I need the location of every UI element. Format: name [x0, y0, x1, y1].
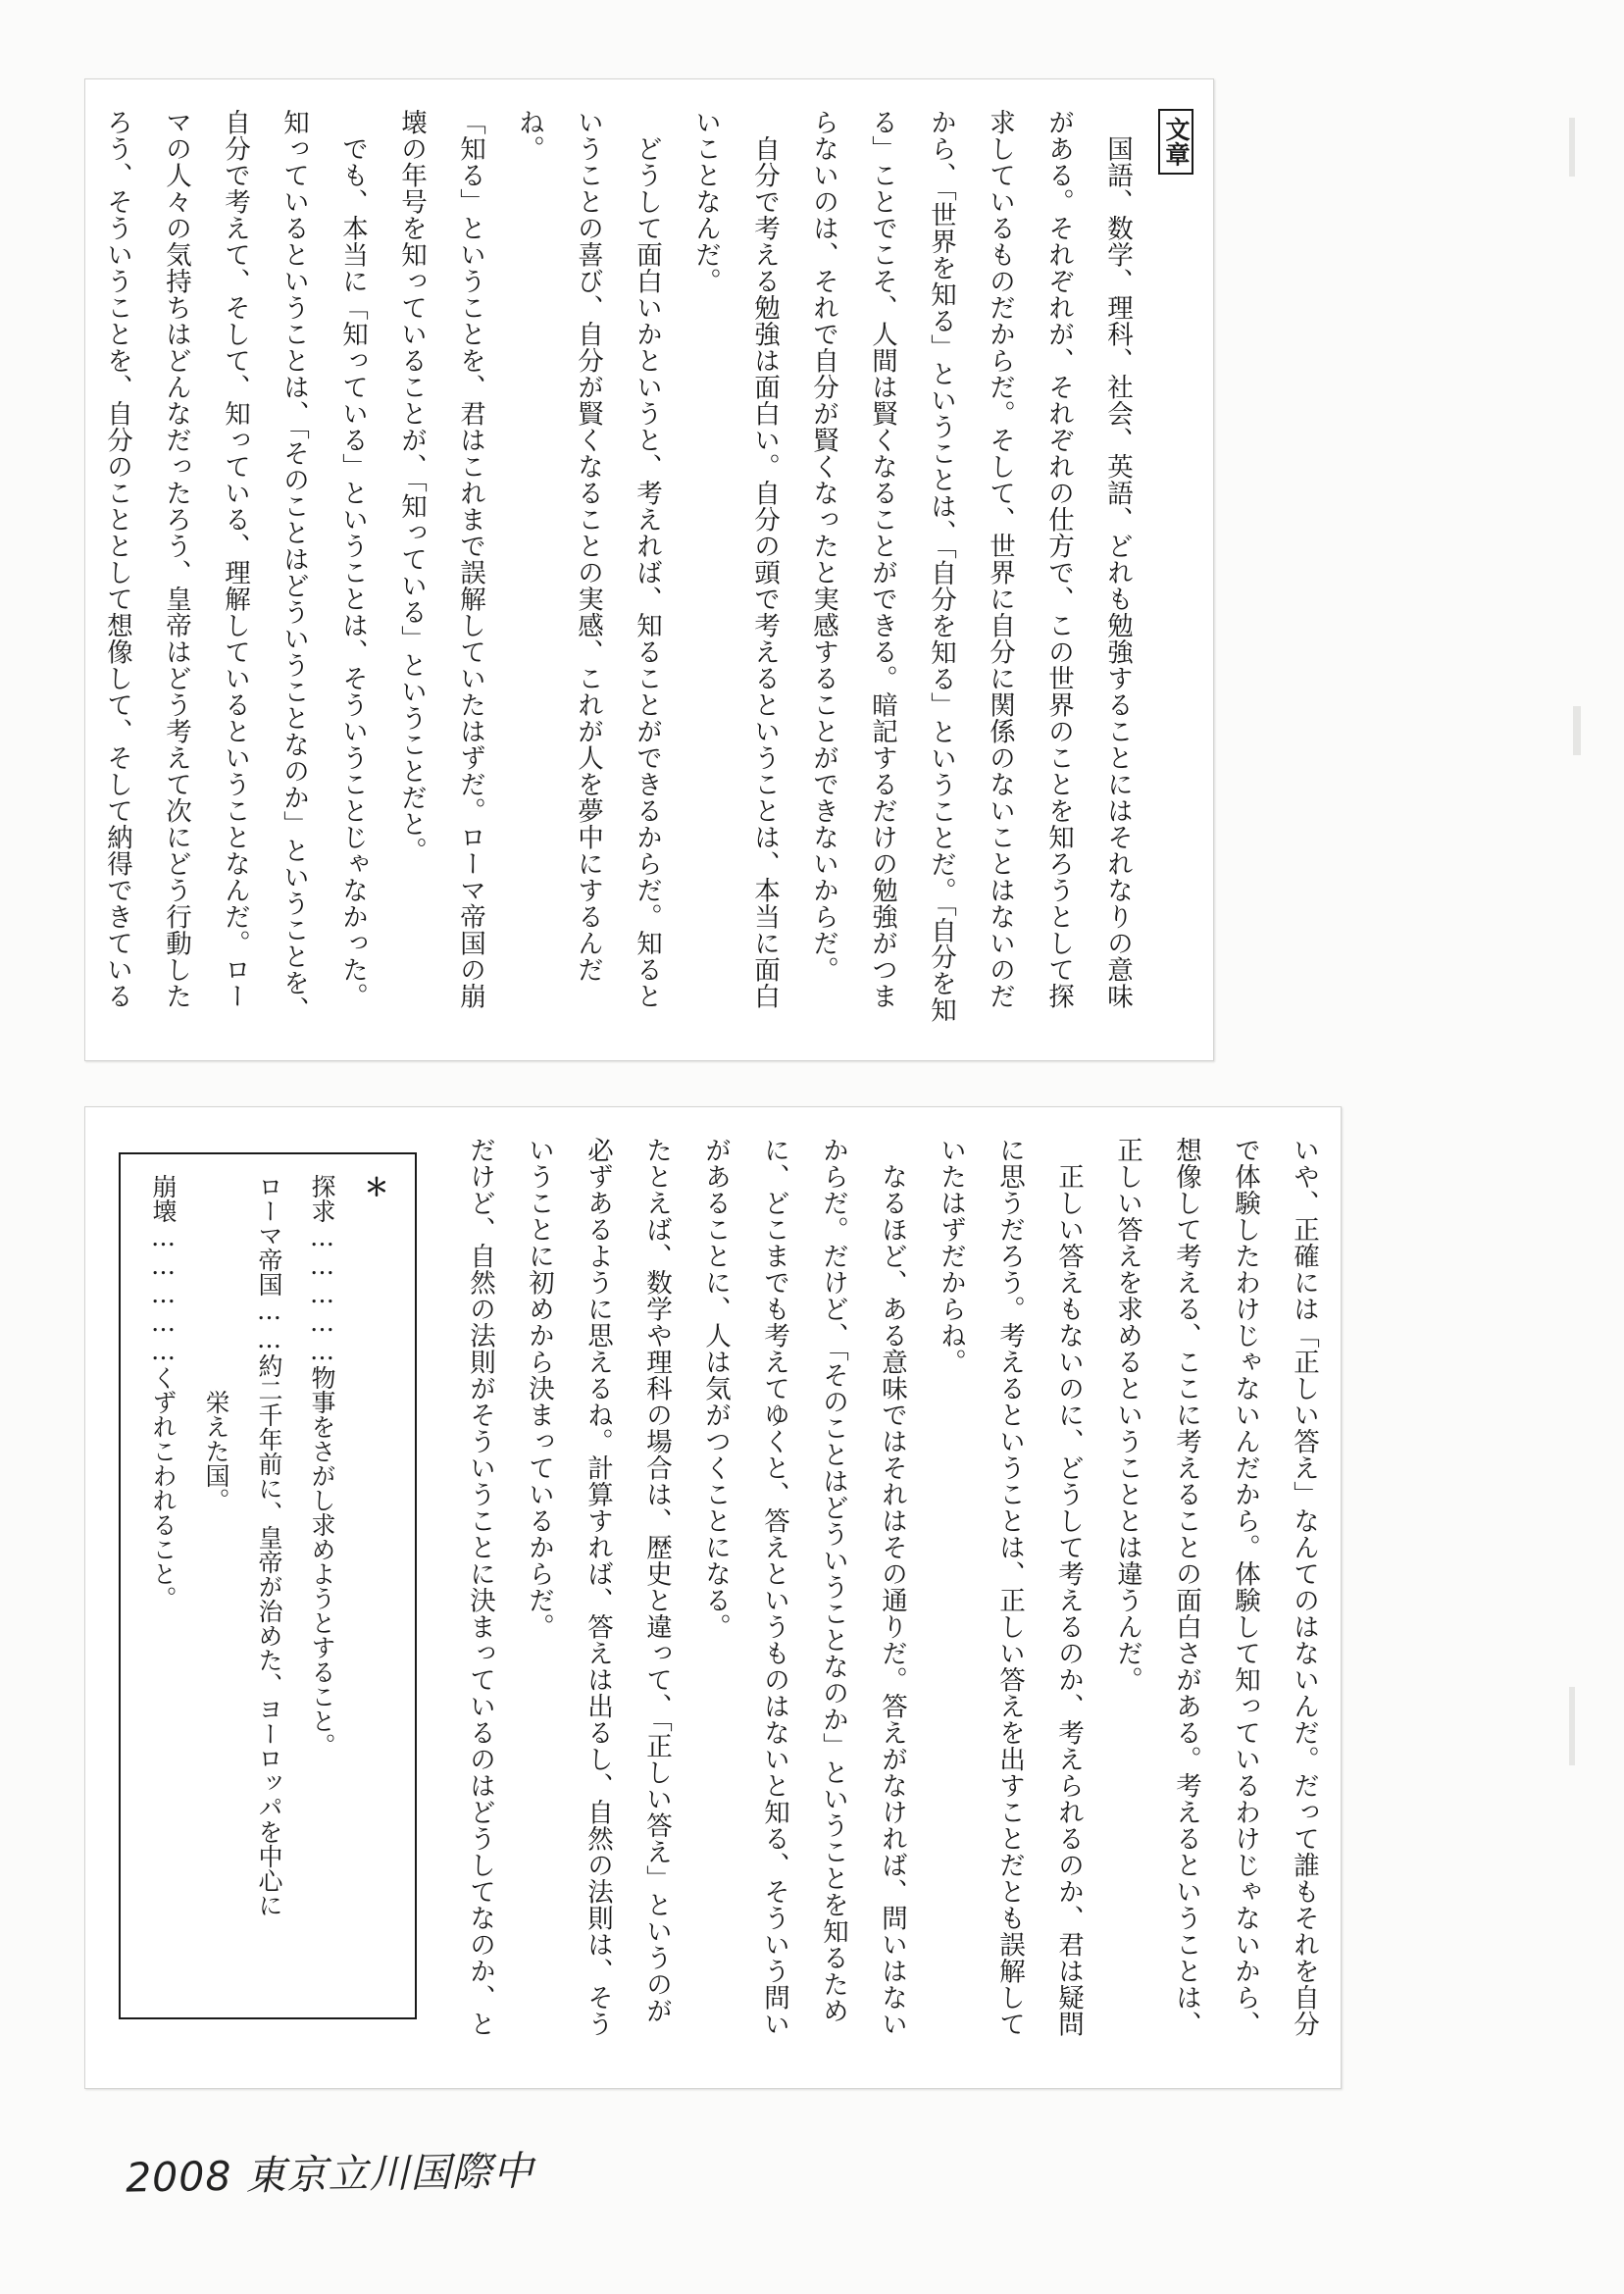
passage-paragraph: たとえば、数学や理科の場合は、歴史と違って、「正しい答え」というのが必ずあるように思えるね。計算すれば、答えは出るし、自然の法則は、そういうことに初めから決まっているからだ。: [524, 1137, 672, 2037]
handwritten-exam-label: 2008 東京立川国際中: [125, 2147, 534, 2202]
glossary-definition: 物事をさがし求めようとすること。: [308, 1365, 336, 1758]
passage-paragraph: 「知る」ということを、君はこれまで誤解していたはずだ。ローマ帝国の崩壊の年号を知っていることが、「知っている」ということだと。: [396, 109, 485, 1009]
passage-paragraph: どうして面白いかというと、考えれば、知ることができるからだ。知るということの喜び、自分が賢くなることの実感、これが人を夢中にするんだね。: [514, 109, 662, 1009]
passage-heading-line: [1146, 109, 1205, 1031]
passage-panel-bottom: [84, 1106, 1342, 2089]
passage-heading: 文章: [1158, 109, 1193, 175]
glossary-box: [119, 1152, 417, 2019]
glossary-term: ローマ帝国: [255, 1174, 283, 1297]
glossary-leader: ……: [255, 1297, 283, 1353]
passage-paragraph: だけど、自然の法則がそういうことに決まっているのはどうしてなのか、と: [465, 1137, 495, 2037]
passage-paragraph: いや、正確には「正しい答え」なんてのはないんだ。だって誰もそれを自分で体験したわけじゃないんだから。体験して知っているわけじゃないから、想像して考える、ここに考えることの面白さがある。考えるということは、正しい答えを求めるということとは違うんだ。: [1112, 1137, 1319, 2037]
bleed-mark: [1569, 1687, 1575, 1765]
glossary-item: [295, 1174, 348, 1998]
glossary-leader: ……………: [149, 1223, 178, 1365]
passage-paragraph: 正しい答えもないのに、どうして考えるのか、考えられるのか、君は疑問に思うだろう。考えるということは、正しい答えを出すことだとも誤解していたはずだからね。: [936, 1137, 1084, 2037]
glossary-item: [136, 1174, 189, 1998]
glossary-marker: ＊: [361, 1174, 389, 1198]
glossary-item: [242, 1174, 295, 1998]
passage-panel-top: [84, 78, 1214, 1061]
passage-bottom-body: [458, 1137, 1333, 2041]
passage-paragraph: なるほど、ある意味ではそれはその通りだ。答えがなければ、問いはないからだ。だけど、「そのことはどういうことなのか」ということを知るために、どこまでも考えてゆくと、答えというものはないと知る、そういう問いがあることに、人は気がつくことになる。: [700, 1137, 907, 2037]
bleed-mark: [1569, 118, 1575, 177]
passage-paragraph: 自分で考える勉強は面白い。自分の頭で考えるということは、本当に面白いことなんだ。: [690, 109, 780, 1009]
glossary-term: 崩壊: [149, 1174, 178, 1223]
glossary-definition-continued: 栄えた国。: [202, 1390, 230, 1512]
glossary-list: [134, 1174, 401, 1998]
passage-paragraph: 国語、数学、理科、社会、英語、どれも勉強することにはそれなりの意味がある。それぞれが、それぞれの仕方で、この世界のことを知ろうとして探求しているものだからだ。そして、世界に自分に関係のないことはないのだから、「世界を知る」ということは、「自分を知る」ということだ。「自分を知る」ことでこそ、人間は賢くなることができる。暗記するだけの勉強がつまらないのは、それで自分が賢くなったと実感することができないからだ。: [808, 109, 1133, 1024]
glossary-definition: くずれこわれること。: [149, 1365, 178, 1610]
glossary-leader: ……………: [308, 1223, 336, 1365]
glossary-term: 探求: [308, 1174, 336, 1223]
passage-paragraph: でも、本当に「知っている」ということは、そういうことじゃなかった。知っているということは、「そのことはどういうことなのか」ということを、自分で考えて、そして、知っている、理解しているということなんだ。ローマの人々の気持ちはどんなだったろう、皇帝はどう考えて次にどう行動したろう、そういうことを、自分のこととして想像して、そして納得できている: [102, 109, 368, 1023]
glossary-definition: 約二千年前に、皇帝が治めた、ヨーロッパを中心に: [255, 1353, 283, 1917]
passage-top-body: [99, 109, 1205, 1031]
bleed-mark: [1573, 706, 1581, 755]
